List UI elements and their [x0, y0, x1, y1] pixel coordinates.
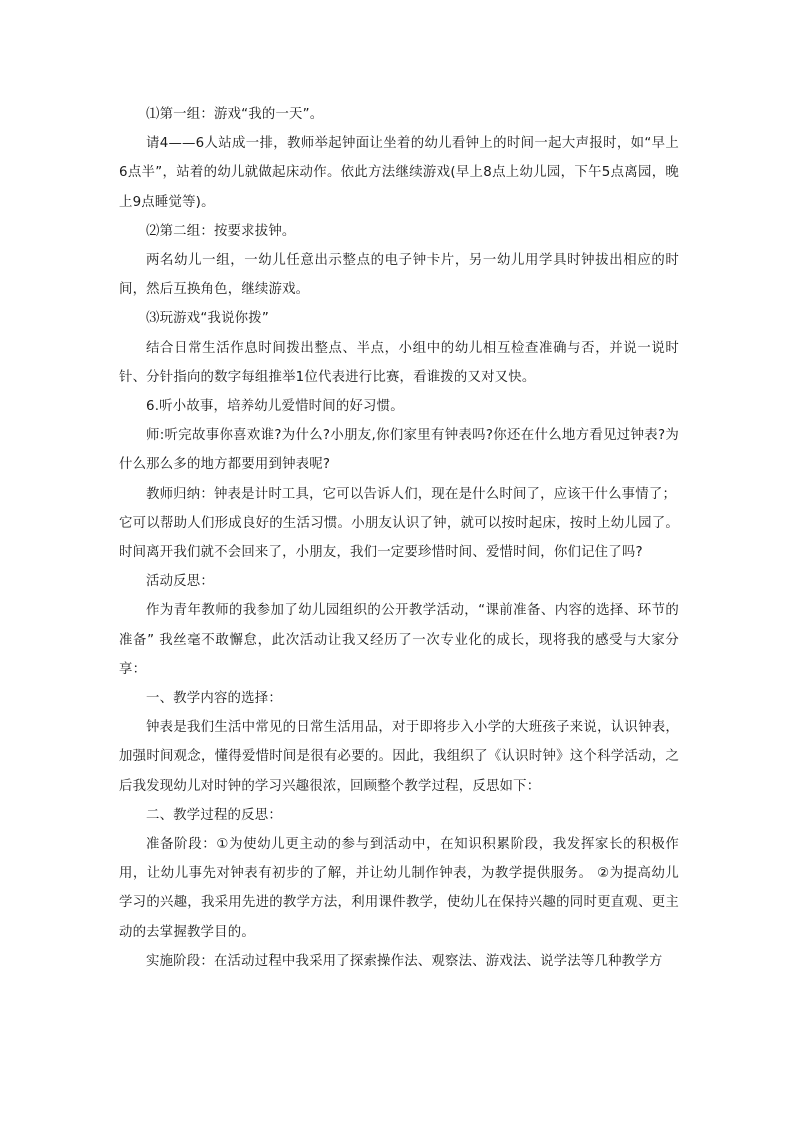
paragraph-teacher-questions: 师:听完故事你喜欢谁?为什么?小朋友,你们家里有钟表吗?你还在什么地方看见过钟表?为什么那么多的地方都要用到钟表呢?: [119, 428, 679, 473]
paragraph-group1-rules: 请4——6人站成一排，教师举起钟面让坐着的幼儿看钟上的时间一起大声报时，如“早上6点半”，站着的幼儿就做起床动作。依此方法继续游戏(早上8点上幼儿园，下午5点离园，晚上9点睡觉等)。: [119, 136, 679, 210]
paragraph-preparation-stage: 准备阶段：①为使幼儿更主动的参与到活动中，在知识积累阶段，我发挥家长的积极作用，让幼儿事先对钟表有初步的了解，并让幼儿制作钟表，为教学提供服务。 ②为提高幼儿学习的兴趣，我采用先进的教学方法，利用课件教学，使幼儿在保持兴趣的同时更直观、更主动的去掌握教学目的。: [119, 837, 679, 940]
document-body: [119, 100, 679, 976]
paragraph-group3-rules: 结合日常生活作息时间拨出整点、半点，小组中的幼儿相互检查准确与否，并说一说时针、分针指向的数字每组推举1位代表进行比赛，看谁拨的又对又快。: [119, 340, 679, 385]
paragraph-section1-body: 钟表是我们生活中常见的日常生活用品，对于即将步入小学的大班孩子来说，认识钟表，加强时间观念，懂得爱惜时间是很有必要的。因此，我组织了《认识时钟》这个科学活动，之后我发现幼儿对时钟的学习兴趣很浓，回顾整个教学过程，反思如下：: [119, 720, 679, 794]
paragraph-summary-continued: 它可以帮助人们形成良好的生活习惯。小朋友认识了钟，就可以按时起床，按时上幼儿园了。时间离开我们就不会回来了，小朋友，我们一定要珍惜时间、爱惜时间，你们记住了吗?: [119, 515, 679, 561]
paragraph-teacher-summary: 教师归纳：钟表是计时工具，它可以告诉人们，现在是什么时间了，应该干什么事情了；: [146, 486, 677, 502]
paragraph-reflection-heading: 活动反思：: [146, 574, 214, 590]
paragraph-group3-title: ⑶玩游戏“我说你拨”: [146, 311, 269, 327]
paragraph-implementation-stage: 实施阶段：在活动过程中我采用了探索操作法、观察法、游戏法、说学法等几种教学方: [146, 953, 663, 969]
paragraph-group1-title: ⑴第一组：游戏“我的一天”。: [146, 107, 324, 122]
paragraph-group2-rules: 两名幼儿一组，一幼儿任意出示整点的电子钟卡片，另一幼儿用学具时钟拔出相应的时间，然后互换角色，继续游戏。: [119, 253, 679, 298]
paragraph-group2-title: ⑵第二组：按要求拔钟。: [146, 223, 296, 239]
paragraph-reflection-intro: 作为青年教师的我参加了幼儿园组织的公开教学活动，“课前准备、内容的选择、环节的准备” 我丝毫不敢懈怠，此次活动让我又经历了一次专业化的成长，现将我的感受与大家分享：: [119, 603, 679, 677]
paragraph-section2-heading: 二、教学过程的反思：: [146, 807, 282, 823]
paragraph-story-title: 6.听小故事，培养幼儿爱惜时间的好习惯。: [146, 399, 404, 415]
paragraph-section1-heading: 一、教学内容的选择：: [146, 691, 282, 707]
